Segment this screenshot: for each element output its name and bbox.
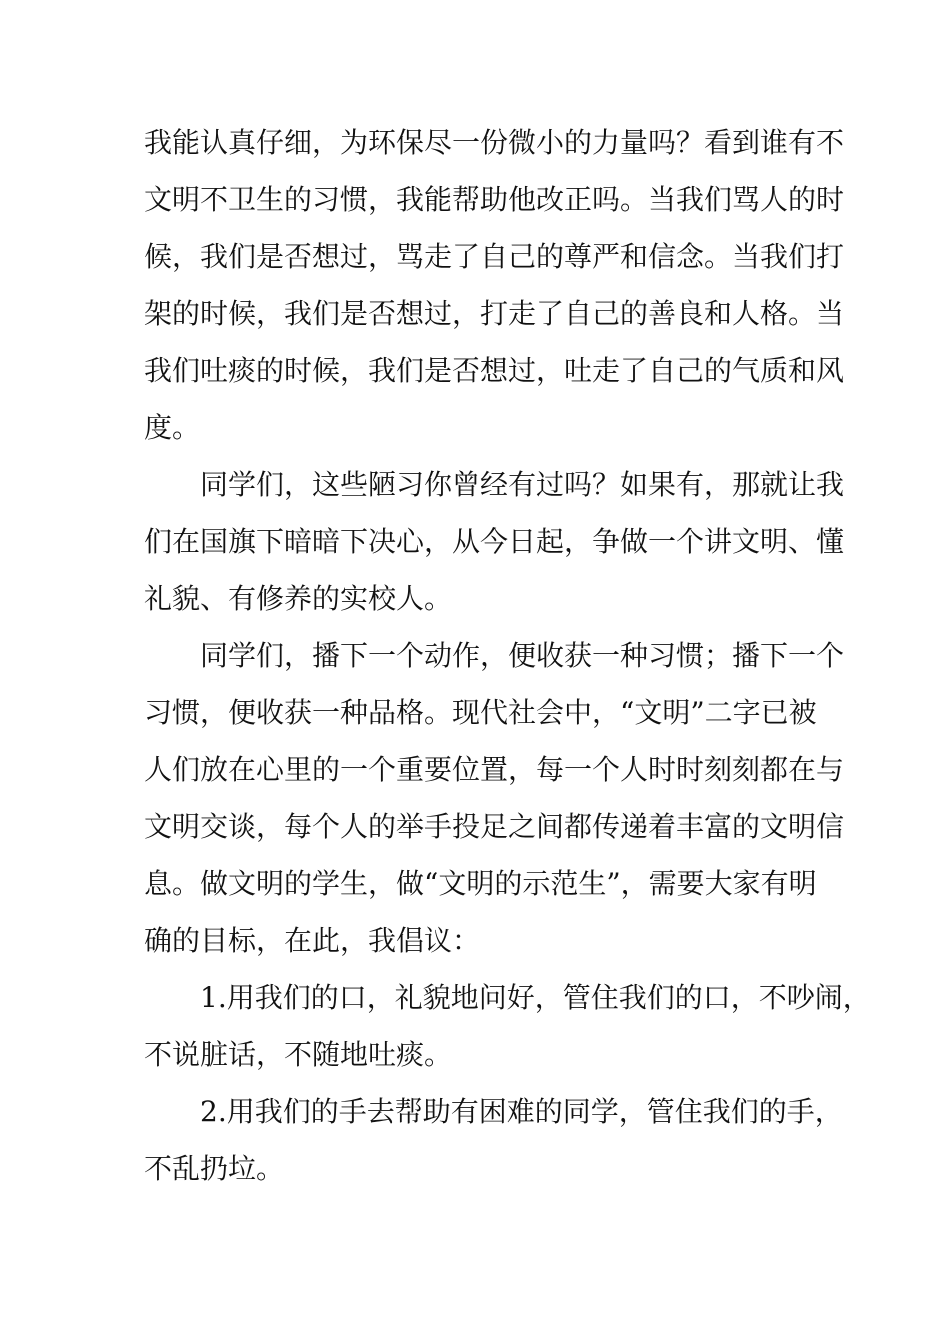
text-line: 不说脏话，不随地吐痰。 (144, 1038, 453, 1071)
text-line: 我能认真仔细，为环保尽一份微小的力量吗？看到谁有不 (144, 126, 845, 159)
text-line: 候，我们是否想过，骂走了自己的尊严和信念。当我们打 (144, 240, 845, 273)
paragraph-resolution (144, 456, 845, 627)
text-line: 架的时候，我们是否想过，打走了自己的善良和人格。当 (144, 297, 845, 330)
text-line: 度。 (144, 411, 201, 444)
text-line: 礼貌、有修养的实校人。 (144, 582, 453, 615)
paragraph-civilization (144, 627, 845, 969)
text-line: 同学们，播下一个动作，便收获一种习惯；播下一个 (144, 639, 845, 672)
text-line: 我们吐痰的时候，我们是否想过，吐走了自己的气质和风 (144, 354, 845, 387)
text-line: 1.用我们的口，礼貌地问好，管住我们的口，不吵闹， (144, 981, 871, 1014)
text-line: 文明不卫生的习惯，我能帮助他改正吗。当我们骂人的时 (144, 183, 845, 216)
text-line: 不乱扔垃。 (144, 1152, 285, 1185)
text-line: 同学们，这些陋习你曾经有过吗？如果有，那就让我 (144, 468, 845, 501)
body-text (144, 114, 871, 1197)
proposal-item-1 (144, 969, 871, 1083)
text-line: 文明交谈，每个人的举手投足之间都传递着丰富的文明信 (144, 810, 845, 843)
text-line: 2.用我们的手去帮助有困难的同学，管住我们的手， (144, 1095, 843, 1128)
proposal-item-2 (144, 1083, 843, 1197)
text-line: 习惯，便收获一种品格。现代社会中，“文明”二字已被 (144, 696, 817, 729)
text-line: 确的目标，在此，我倡议： (144, 924, 481, 957)
text-line: 息。做文明的学生，做“文明的示范生”，需要大家有明 (144, 867, 817, 900)
text-line: 们在国旗下暗暗下决心，从今日起，争做一个讲文明、懂 (144, 525, 845, 558)
paragraph-environment-habits (144, 114, 845, 456)
text-line: 人们放在心里的一个重要位置，每一个人时时刻刻都在与 (144, 753, 845, 786)
